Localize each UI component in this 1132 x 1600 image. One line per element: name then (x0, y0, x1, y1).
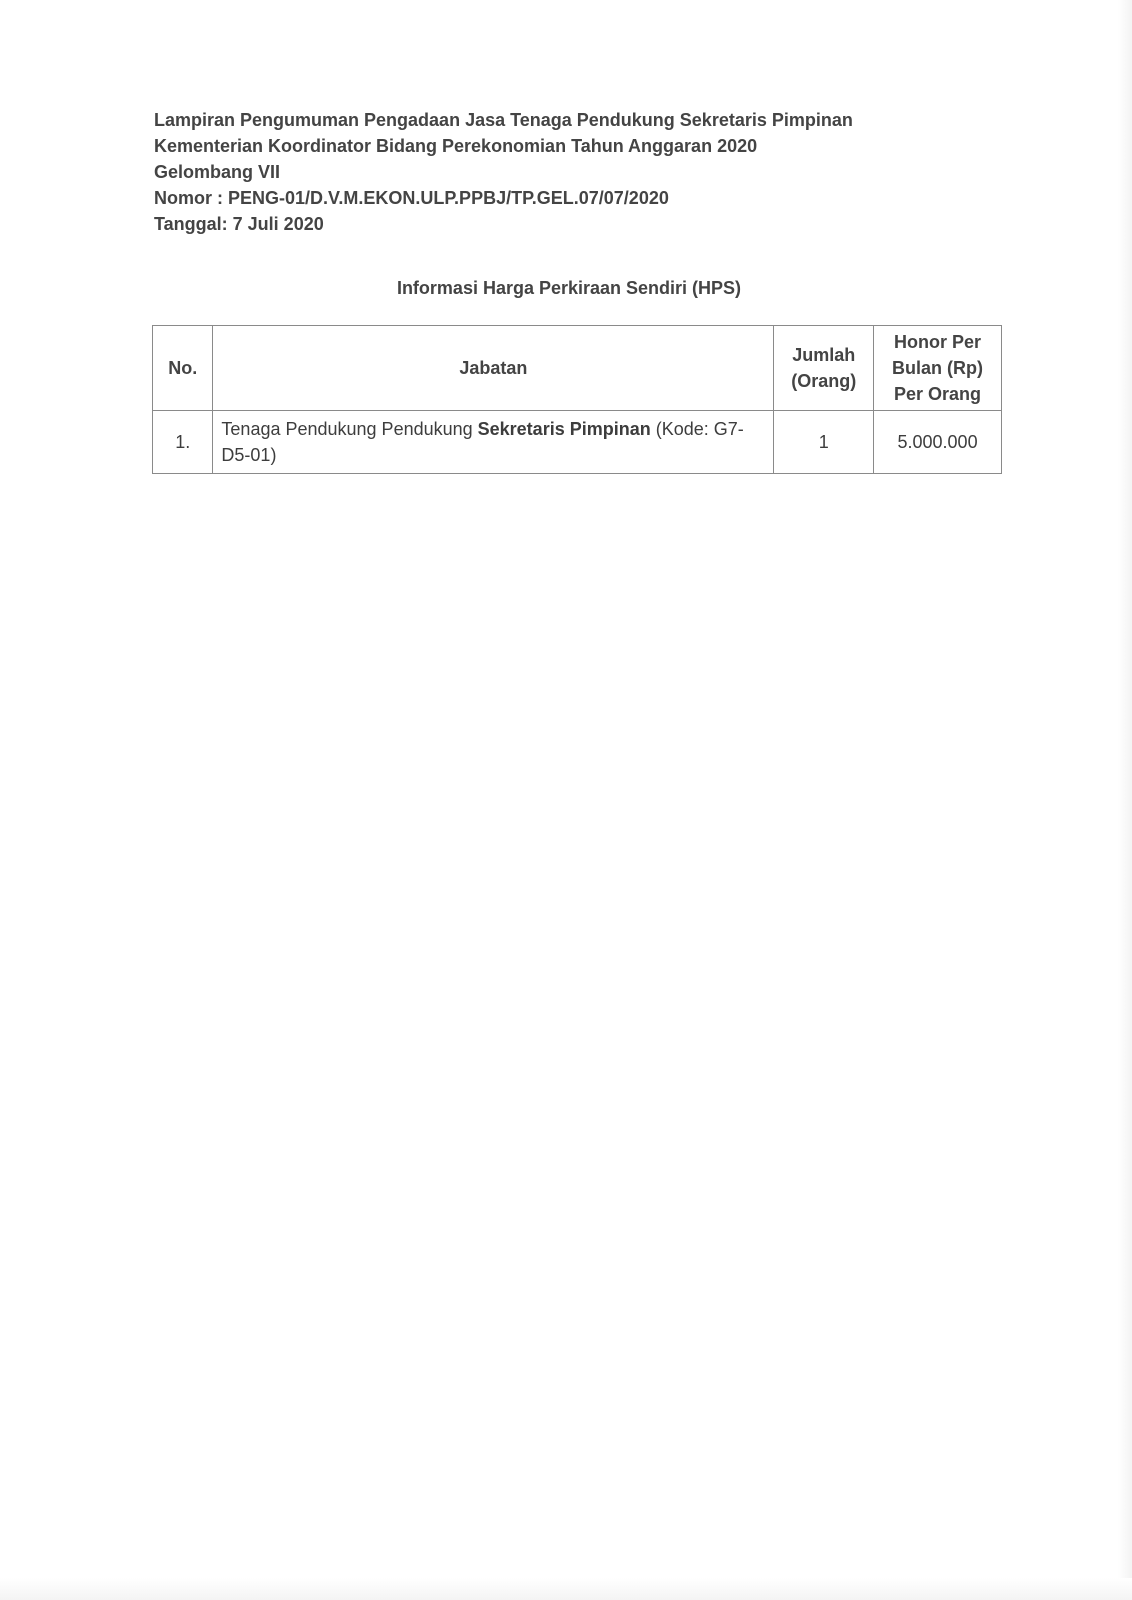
scan-edge-bottom (0, 1578, 1132, 1600)
cell-jabatan-prefix: Tenaga Pendukung Pendukung (221, 419, 478, 439)
header-line-nomor: Nomor : PENG-01/D.V.M.EKON.ULP.PPBJ/TP.GEL.07/07/2020 (154, 188, 669, 208)
cell-jabatan-bold: Sekretaris Pimpinan (477, 419, 651, 439)
header-jumlah: Jumlah (Orang) (774, 326, 874, 411)
document-header (154, 107, 974, 237)
cell-jumlah: 1 (774, 411, 874, 474)
header-no: No. (153, 326, 213, 411)
header-line-tanggal: Tanggal: 7 Juli 2020 (154, 214, 324, 234)
table-header-row (153, 326, 1002, 411)
cell-jabatan-suffix: (Kode: G7-D5-01) (221, 419, 744, 465)
header-jabatan: Jabatan (213, 326, 774, 411)
table-row (153, 411, 1002, 474)
header-line-kementerian: Kementerian Koordinator Bidang Perekonomian Tahun Anggaran 2020 (154, 136, 758, 156)
cell-honor: 5.000.000 (874, 411, 1002, 474)
cell-no: 1. (153, 411, 213, 474)
header-line-lampiran: Lampiran Pengumuman Pengadaan Jasa Tenaga Pendukung Sekretaris Pimpinan (154, 110, 853, 130)
hps-table (152, 325, 1002, 474)
cell-jabatan (213, 411, 774, 474)
header-honor: Honor Per Bulan (Rp) Per Orang (874, 326, 1002, 411)
header-line-gelombang: Gelombang VII (154, 162, 281, 182)
document-title: Informasi Harga Perkiraan Sendiri (HPS) (396, 278, 742, 298)
scan-edge-right (1118, 0, 1132, 1600)
